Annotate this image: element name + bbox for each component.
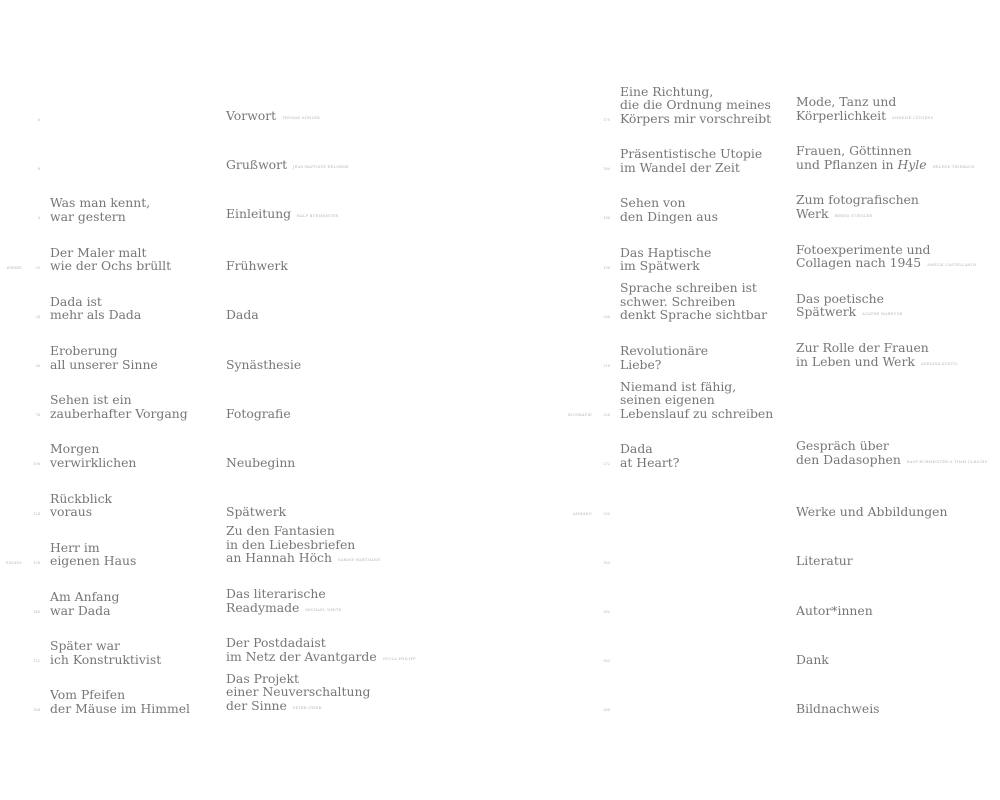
page-number: 272 bbox=[603, 462, 610, 467]
essay-title-text: und Pflanzen in bbox=[796, 156, 898, 172]
author-name: JEAN-BAPTISTE DELORME bbox=[293, 164, 349, 169]
essay-title-text: einer Neuverschaltung bbox=[226, 684, 371, 700]
chapter-title bbox=[620, 147, 762, 174]
chapter-title-line: all unserer Sinne bbox=[50, 356, 158, 372]
toc-entry bbox=[0, 528, 1000, 568]
author-name: GYULA PHILIPP bbox=[382, 656, 416, 661]
chapter-title-line: voraus bbox=[50, 504, 93, 520]
chapter-title-line: den Dingen aus bbox=[620, 208, 718, 224]
essay-title-text: im Netz der Avantgarde bbox=[226, 648, 377, 664]
toc-entry bbox=[0, 675, 1000, 715]
essay-title-line bbox=[796, 341, 958, 355]
chapter-title bbox=[620, 196, 718, 223]
page-number: 56 bbox=[35, 364, 40, 368]
chapter-title-line: Liebe? bbox=[620, 356, 662, 372]
page-number: 302 bbox=[603, 610, 610, 614]
essay-title-text: Körperlichkeit bbox=[796, 107, 887, 123]
essay-title-text: an Hannah Höch bbox=[226, 550, 332, 566]
chapter-title-line: Revolutionäre bbox=[620, 343, 709, 358]
chapter-title-line: ich Konstruktivist bbox=[50, 651, 162, 667]
essay-title-text: Der Postdadaist bbox=[226, 635, 326, 651]
chapter-title-line: Präsentistische Utopie bbox=[620, 146, 763, 162]
chapter-title bbox=[620, 246, 711, 273]
toc-entry bbox=[0, 626, 1000, 666]
chapter-title-line: Lebenslauf zu schreiben bbox=[620, 405, 774, 421]
essay-title bbox=[796, 341, 958, 371]
page-number: 180 bbox=[603, 167, 610, 172]
essay-title bbox=[796, 604, 873, 618]
chapter-title-line: Eine Richtung, bbox=[620, 83, 714, 99]
chapter-title-line: Herr im bbox=[50, 539, 100, 555]
essay-title bbox=[796, 505, 947, 519]
chapter-title-line: Dada bbox=[620, 441, 653, 457]
chapter-title-line: im Spätwerk bbox=[620, 258, 700, 274]
page-number: 198 bbox=[603, 265, 610, 270]
chapter-title-line: Sprache schreiben ist bbox=[620, 280, 757, 296]
essay-title-text: Mode, Tanz und bbox=[796, 94, 897, 109]
chapter-title-line: Dada ist bbox=[50, 293, 102, 309]
essay-title-text: Fotoexperimente und bbox=[796, 241, 931, 257]
essay-title bbox=[796, 653, 829, 667]
chapter-title-line: schwer. Schreiben bbox=[620, 293, 736, 309]
essay-title-text: Collagen nach 1945 bbox=[796, 255, 922, 271]
page-number: 303 bbox=[603, 659, 610, 664]
chapter-title-line: war Dada bbox=[50, 602, 111, 618]
section-label: ESSAYS bbox=[5, 560, 22, 565]
chapter-title bbox=[620, 281, 767, 322]
essay-title-text: Fotografie bbox=[226, 405, 291, 421]
essay-title-text: Das poetische bbox=[796, 290, 884, 306]
essay-title-text: in Leben und Werk bbox=[796, 353, 915, 369]
essay-title-text: Synästhesie bbox=[226, 356, 302, 372]
essay-title-text: Spätwerk bbox=[796, 304, 857, 320]
toc-entry bbox=[0, 282, 1000, 322]
essay-title-text: Dada bbox=[226, 307, 259, 323]
author-name: SABINE HARTMANN bbox=[337, 558, 381, 563]
author-name: THOMAS KÖHLER bbox=[282, 115, 320, 120]
chapter-title-line: Am Anfang bbox=[50, 589, 120, 604]
essay-title-text: Das literarische bbox=[226, 586, 326, 601]
chapter-title-line: wie der Ochs brüllt bbox=[50, 258, 172, 274]
essay-title bbox=[796, 243, 977, 273]
essay-title-line bbox=[796, 158, 974, 175]
author-name: RALF BURMEISTER bbox=[297, 213, 339, 218]
page-number: 8 bbox=[37, 167, 40, 172]
essay-title-line bbox=[796, 144, 974, 158]
essay-title-text: Vorwort bbox=[226, 107, 277, 123]
toc-entry bbox=[0, 380, 1000, 420]
page-number: 208 bbox=[603, 314, 610, 319]
essay-title bbox=[796, 439, 987, 469]
essay-title-text: Literatur bbox=[796, 553, 853, 569]
toc-entry bbox=[0, 85, 1000, 125]
essay-title-line bbox=[796, 305, 903, 322]
author-name: AMELIE CASTELLANOS bbox=[927, 263, 977, 268]
chapter-title-line: Rückblick bbox=[50, 490, 113, 506]
chapter-title-line: zauberhafter Vorgang bbox=[50, 405, 188, 421]
essay-title-text: Zum fotografischen bbox=[796, 192, 919, 208]
essay-title-line bbox=[796, 604, 873, 618]
author-name: ANNELIE LÜTGENS bbox=[892, 115, 934, 120]
essay-title-text: Frühwerk bbox=[226, 258, 288, 274]
page-number: 226 bbox=[603, 413, 610, 418]
chapter-title-line: Sehen von bbox=[620, 195, 686, 211]
chapter-title-line: Das Haptische bbox=[620, 244, 712, 260]
essay-title bbox=[796, 95, 933, 125]
essay-title-text: Autor*innen bbox=[796, 602, 873, 618]
chapter-title-line: at Heart? bbox=[620, 454, 680, 470]
page-number: 20 bbox=[35, 265, 40, 270]
chapter-title-line: Niemand ist fähig, bbox=[620, 378, 737, 394]
page-number: 108 bbox=[33, 462, 40, 467]
chapter-title-line: seinen eigenen bbox=[620, 392, 715, 408]
essay-title-line bbox=[796, 292, 903, 306]
author-name: AGATHE MAREUGE bbox=[862, 312, 903, 317]
chapter-title-line: eigenen Haus bbox=[50, 553, 137, 569]
chapter-title-line: Sehen ist ein bbox=[50, 392, 132, 408]
essay-title-text: Spätwerk bbox=[226, 504, 287, 520]
essay-title-text: in den Liebesbriefen bbox=[226, 536, 356, 552]
chapter-title-line: die die Ordnung meines bbox=[620, 97, 771, 112]
page-number: 304 bbox=[603, 708, 610, 713]
essay-title-line bbox=[796, 653, 829, 667]
chapter-title-line: Vom Pfeifen bbox=[50, 687, 126, 703]
essay-title-line bbox=[796, 505, 947, 519]
page-number: 170 bbox=[603, 118, 610, 122]
essay-title-text: Bildnachweis bbox=[796, 700, 880, 716]
page-number: 124 bbox=[33, 511, 40, 516]
author-name: RALF BURMEISTER & TIMM ULRICHS bbox=[906, 459, 988, 464]
essay-title-text: Grußwort bbox=[226, 156, 288, 172]
page-number: 138 bbox=[33, 560, 40, 565]
essay-title-text: Zur Rolle der Frauen bbox=[796, 340, 929, 355]
essay-title-text: Gespräch über bbox=[796, 438, 889, 454]
essay-title-line bbox=[796, 207, 919, 224]
essay-title-text: der Sinne bbox=[226, 697, 287, 713]
page-number: 34 bbox=[35, 314, 40, 319]
essay-title-text: Frauen, Göttinnen bbox=[796, 143, 912, 159]
essay-title-line bbox=[796, 702, 880, 716]
essay-title-text: Neubeginn bbox=[226, 454, 296, 470]
essay-title-text: Werke und Abbildungen bbox=[796, 504, 948, 520]
essay-title-line bbox=[796, 95, 933, 109]
chapter-title-line: Körpers mir vorschreibt bbox=[620, 110, 772, 126]
essay-title-text: Einleitung bbox=[226, 205, 292, 221]
chapter-title-line: Später war bbox=[50, 638, 120, 654]
chapter-title-line: denkt Sprache sichtbar bbox=[620, 307, 768, 323]
chapter-title-line: war gestern bbox=[50, 208, 126, 224]
page-number: 300 bbox=[603, 560, 610, 565]
chapter-title-line: Was man kennt, bbox=[50, 195, 151, 211]
page-number: 290 bbox=[603, 511, 610, 516]
essay-title-text: Readymade bbox=[226, 599, 300, 615]
chapter-title-line: der Mäuse im Himmel bbox=[50, 700, 191, 716]
essay-title bbox=[796, 702, 880, 716]
essay-title-line bbox=[796, 256, 977, 273]
essay-title-line bbox=[796, 554, 853, 568]
toc-entry bbox=[0, 233, 1000, 273]
essay-title-line bbox=[796, 193, 919, 207]
toc-entry bbox=[0, 331, 1000, 371]
author-name: HELENE THIEBAUD bbox=[932, 164, 975, 169]
chapter-title-line: im Wandel der Zeit bbox=[620, 159, 740, 175]
chapter-title-line: Der Maler malt bbox=[50, 244, 147, 260]
chapter-title bbox=[620, 85, 771, 126]
author-name: MICHAEL WHITE bbox=[305, 607, 342, 612]
author-name: ADRIANA KOSTIĆ bbox=[920, 361, 958, 366]
chapter-title-line: Morgen bbox=[50, 441, 100, 457]
toc-entry bbox=[0, 183, 1000, 223]
essay-title bbox=[796, 144, 974, 174]
essay-title-line bbox=[796, 453, 987, 470]
page-number: 164 bbox=[33, 708, 40, 713]
essay-title-italic: Hyle bbox=[897, 156, 927, 172]
essay-title bbox=[796, 193, 919, 223]
essay-title-line bbox=[796, 243, 977, 257]
essay-title-line bbox=[796, 355, 958, 372]
chapter-title bbox=[620, 344, 708, 371]
chapter-title-line: mehr als Dada bbox=[50, 307, 142, 323]
toc-entry bbox=[0, 577, 1000, 617]
toc-entry bbox=[0, 479, 1000, 519]
chapter-title-line: verwirklichen bbox=[50, 454, 137, 470]
essay-title bbox=[796, 292, 903, 322]
toc-entry bbox=[0, 134, 1000, 174]
page-number: 6 bbox=[37, 216, 40, 221]
section-label: ANHANG bbox=[573, 511, 592, 516]
page-number: 146 bbox=[33, 610, 40, 614]
page-number: 186 bbox=[603, 216, 610, 221]
section-label: WERKE bbox=[6, 265, 22, 270]
chapter-title bbox=[620, 442, 679, 469]
essay-title-line bbox=[796, 109, 933, 126]
essay-title-line bbox=[796, 439, 987, 453]
author-name: PETER GEIER bbox=[292, 705, 322, 710]
essay-title bbox=[796, 554, 853, 568]
chapter-title bbox=[620, 380, 773, 421]
page-number: 152 bbox=[33, 659, 40, 664]
essay-title-text: Dank bbox=[796, 651, 829, 667]
essay-title-text: Zu den Fantasien bbox=[226, 523, 335, 539]
page-number: 218 bbox=[603, 364, 610, 368]
chapter-title-line: Eroberung bbox=[50, 343, 118, 358]
essay-title-text: Werk bbox=[796, 205, 829, 221]
toc-entry bbox=[0, 429, 1000, 469]
author-name: BERND STIEGLER bbox=[834, 213, 873, 218]
essay-title-text: Das Projekt bbox=[226, 670, 300, 686]
page-number: 74 bbox=[35, 413, 40, 418]
page-number: 6 bbox=[37, 118, 40, 122]
section-label: BIOGRAFIE bbox=[568, 413, 592, 418]
essay-title-text: den Dadasophen bbox=[796, 451, 901, 467]
